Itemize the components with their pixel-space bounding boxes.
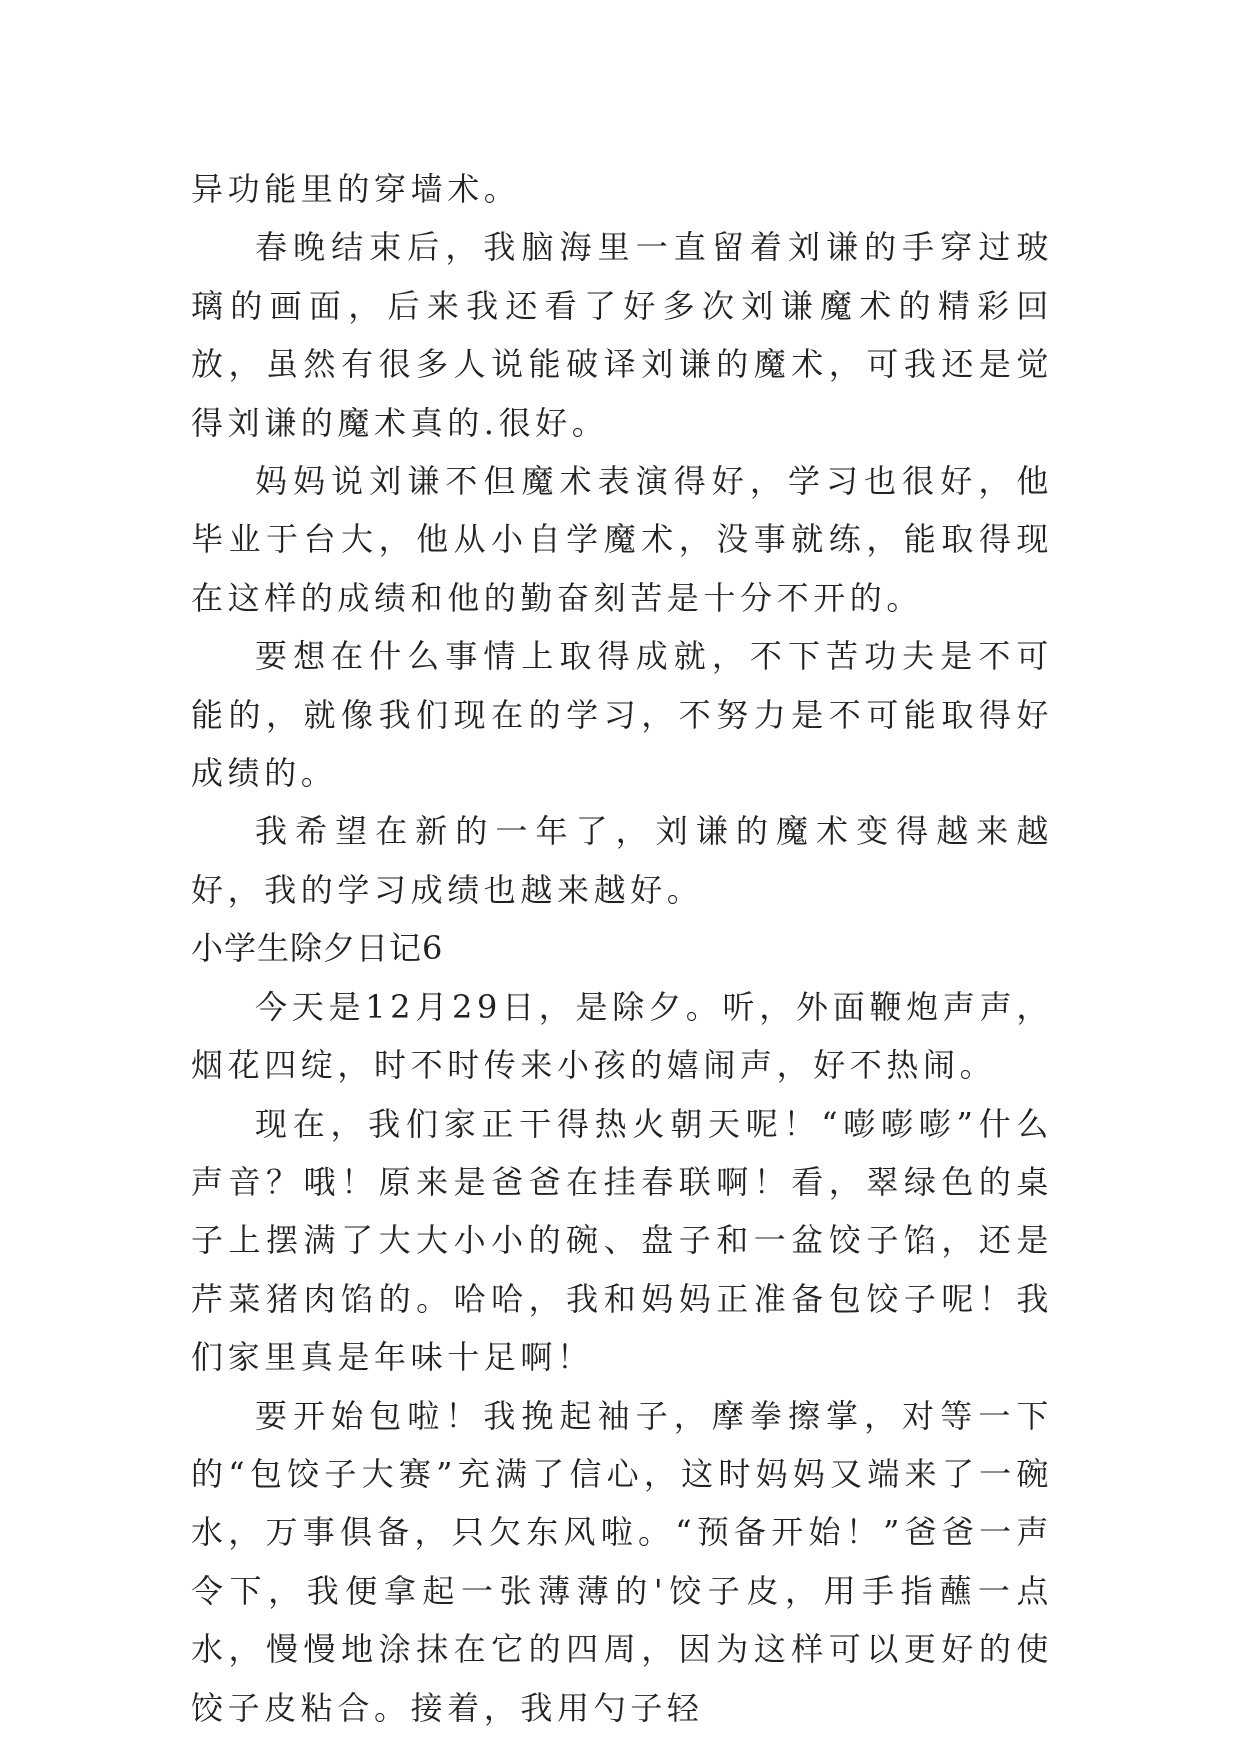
paragraph: 妈妈说刘谦不但魔术表演得好，学习也很好，他毕业于台大，他从小自学魔术，没事就练，能取得现在这样的成绩和他的勤奋刻苦是十分不开的。 bbox=[191, 462, 1053, 617]
paragraph: 要想在什么事情上取得成就，不下苦功夫是不可能的，就像我们现在的学习，不努力是不可能取得好成绩的。 bbox=[191, 637, 1053, 793]
paragraph: 我希望在新的一年了，刘谦的魔术变得越来越好，我的学习成绩也越来越好。 bbox=[191, 812, 1053, 909]
document-body bbox=[191, 160, 1053, 1737]
paragraph: 现在，我们家正干得热火朝天呢！“嘭嘭嘭”什么声音？哦！原来是爸爸在挂春联啊！看，翠绿色的桌子上摆满了大大小小的碗、盘子和一盆饺子馅，还是芹菜猪肉馅的。哈哈，我和妈妈正准备包饺子呢！我们家里真是年味十足啊！ bbox=[191, 1104, 1053, 1377]
paragraph: 春晚结束后，我脑海里一直留着刘谦的手穿过玻璃的画面，后来我还看了好多次刘谦魔术的精彩回放，虽然有很多人说能破译刘谦的魔术，可我还是觉得刘谦的魔术真的.很好。 bbox=[191, 228, 1053, 442]
paragraph: 要开始包啦！我挽起袖子，摩拳擦掌，对等一下的“包饺子大赛”充满了信心，这时妈妈又端来了一碗水，万事俱备，只欠东风啦。“预备开始！”爸爸一声令下，我便拿起一张薄薄的'饺子皮，用手指蘸一点水，慢慢地涂抹在它的四周，因为这样可以更好的使饺子皮粘合。接着，我用勺子轻 bbox=[191, 1396, 1053, 1727]
section-heading: 小学生除夕日记6 bbox=[191, 929, 444, 968]
paragraph-continuation: 异功能里的穿墙术。 bbox=[191, 170, 521, 208]
paragraph: 今天是12月29日，是除夕。听，外面鞭炮声声，烟花四绽，时不时传来小孩的嬉闹声，好不热闹。 bbox=[191, 987, 1053, 1085]
